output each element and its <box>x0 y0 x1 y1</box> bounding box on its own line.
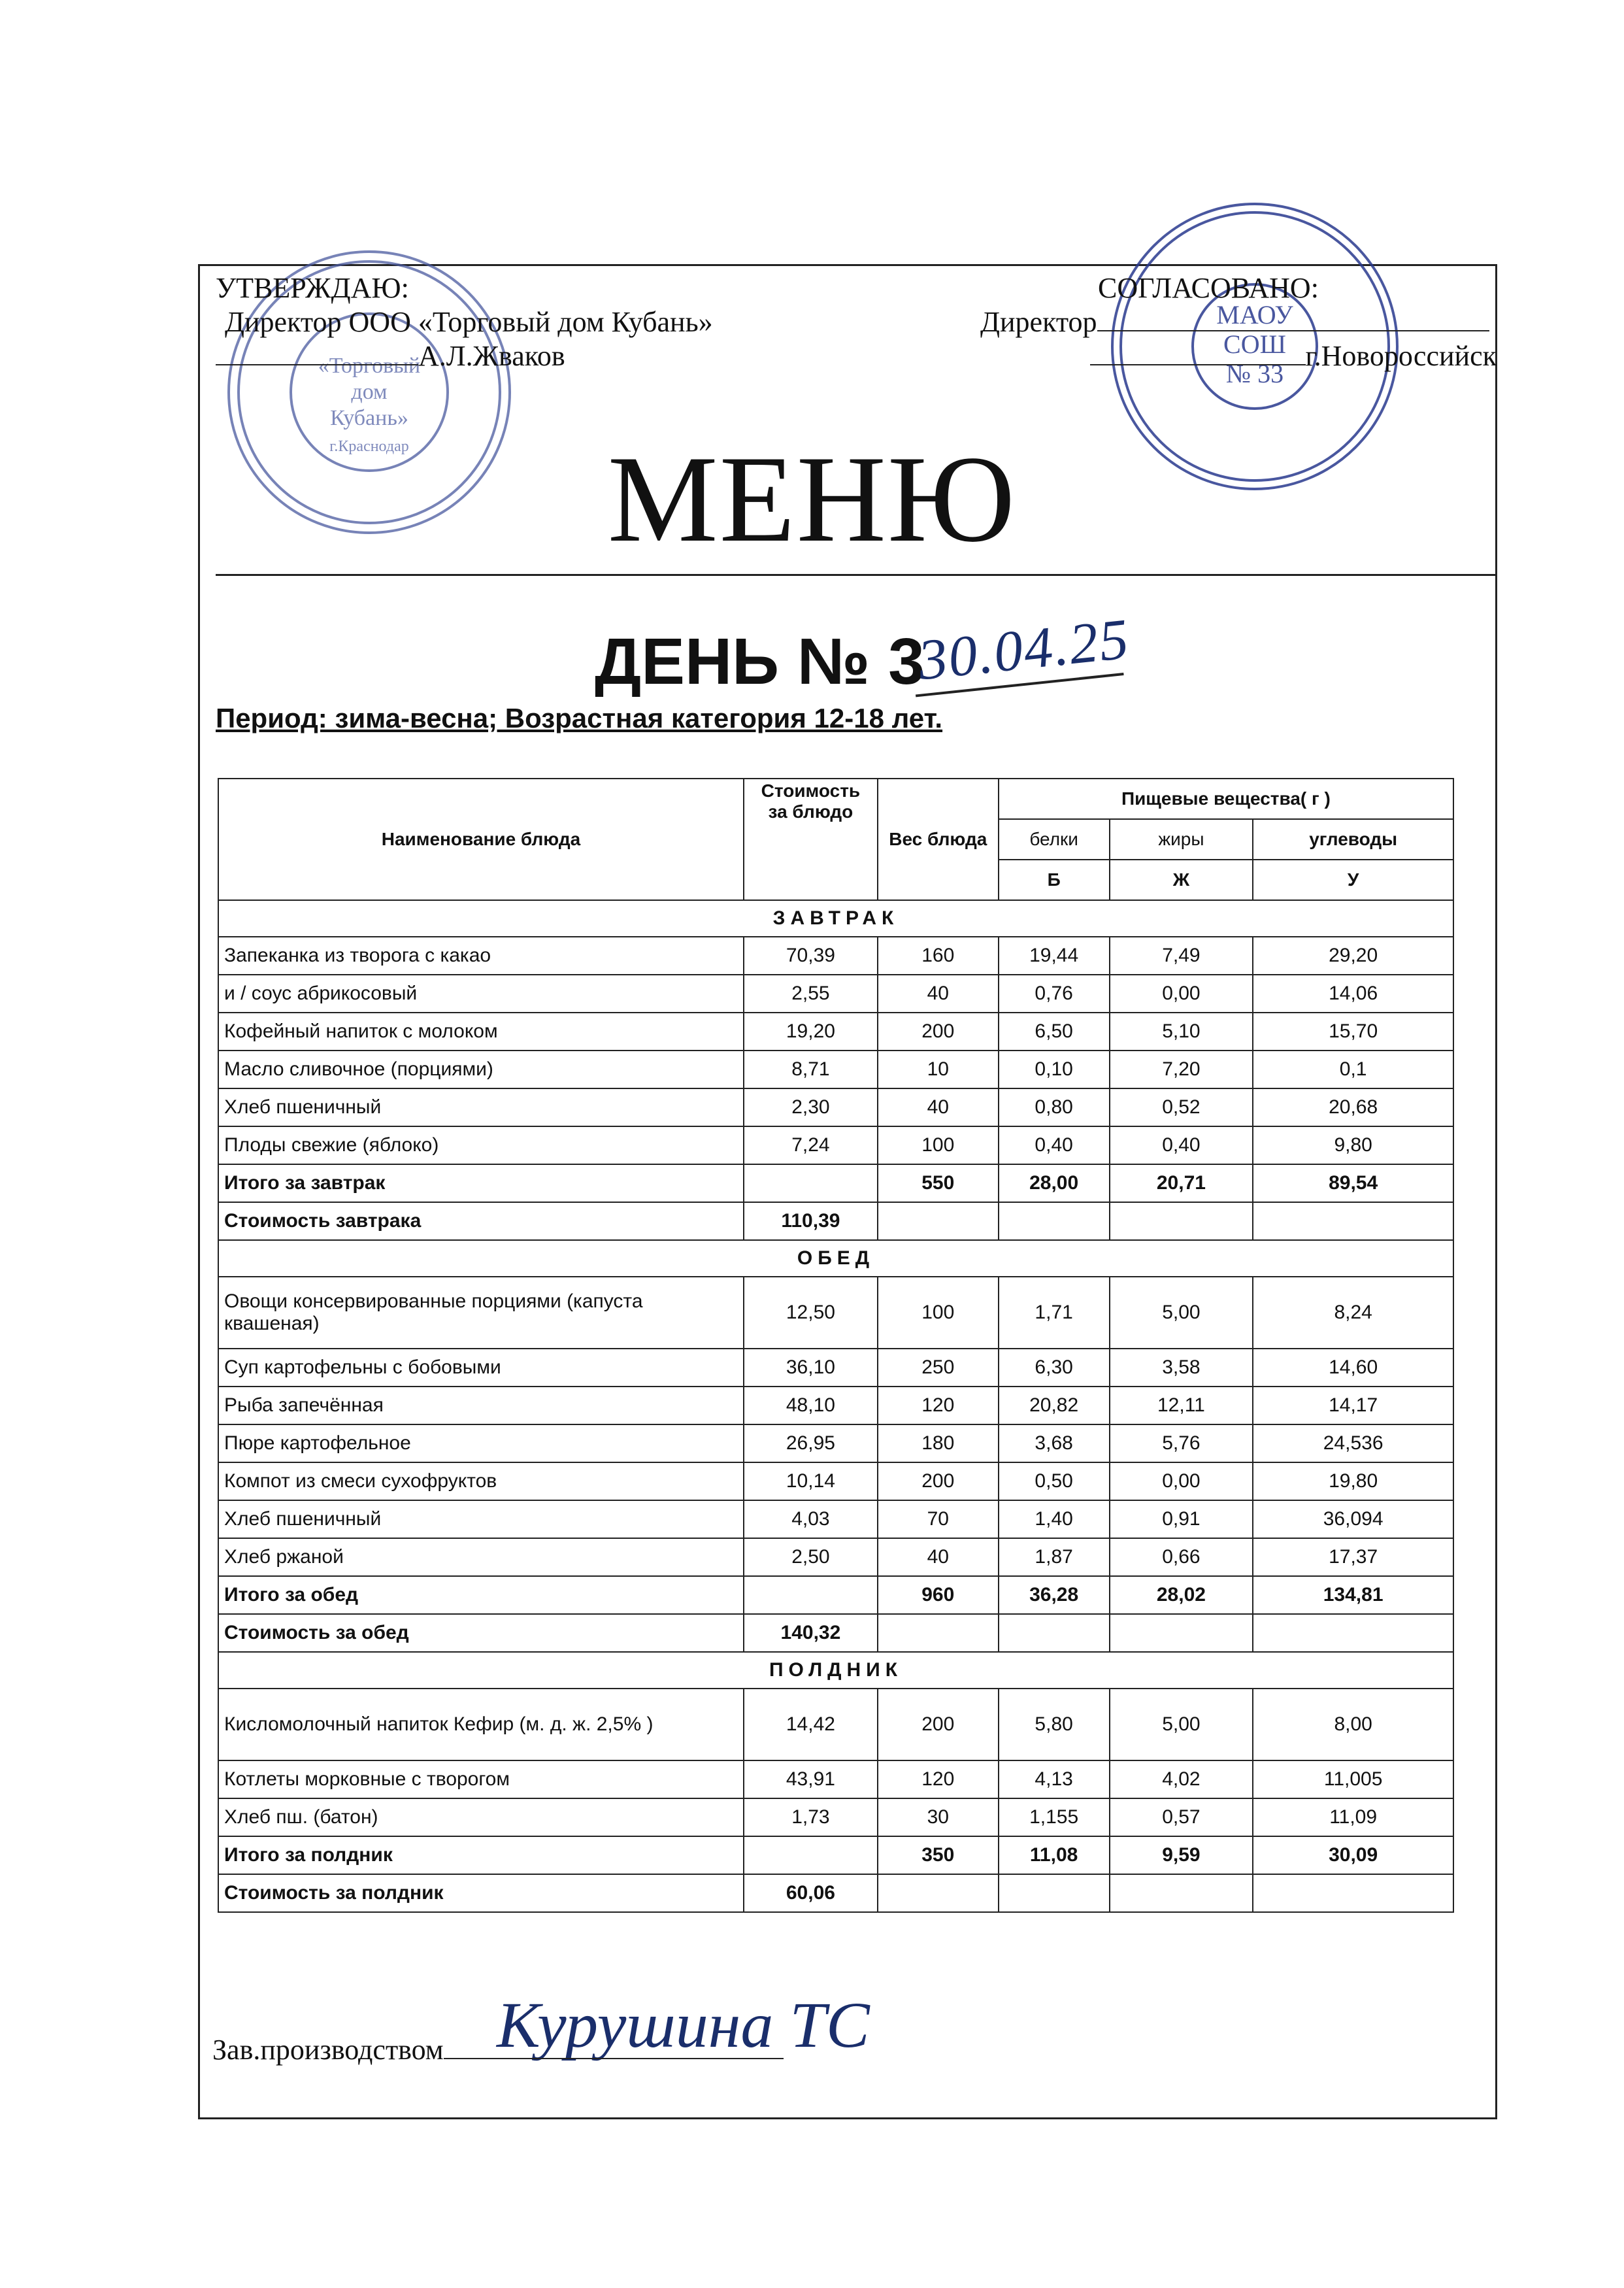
dish-c: 14,17 <box>1253 1387 1453 1424</box>
price-row <box>218 1614 1453 1652</box>
section-title: ЗАВТРАК <box>218 900 1453 937</box>
dish-name: Котлеты морковные с творогом <box>218 1760 744 1798</box>
price-empty <box>878 1874 999 1912</box>
total-cost <box>744 1164 878 1202</box>
total-label: Итого за полдник <box>218 1836 744 1874</box>
dish-weight: 120 <box>878 1387 999 1424</box>
dish-cost: 2,30 <box>744 1088 878 1126</box>
dish-weight: 160 <box>878 937 999 975</box>
dish-cost: 36,10 <box>744 1349 878 1387</box>
dish-cost: 2,50 <box>744 1538 878 1576</box>
svg-text:№ 33: № 33 <box>1225 359 1284 388</box>
dish-name: Рыба запечённая <box>218 1387 744 1424</box>
dish-c: 24,536 <box>1253 1424 1453 1462</box>
svg-text:«Торговый: «Торговый <box>318 354 421 378</box>
total-p: 28,00 <box>999 1164 1110 1202</box>
dish-p: 6,30 <box>999 1349 1110 1387</box>
table-row <box>218 1760 1453 1798</box>
price-empty <box>999 1614 1110 1652</box>
dish-f: 0,66 <box>1110 1538 1253 1576</box>
dish-name: Овощи консервированные порциями (капуста квашеная) <box>218 1277 744 1349</box>
price-empty <box>999 1874 1110 1912</box>
section-row <box>218 1240 1453 1277</box>
dish-weight: 40 <box>878 1538 999 1576</box>
dish-f: 0,57 <box>1110 1798 1253 1836</box>
price-empty <box>1110 1614 1253 1652</box>
price-label: Стоимость завтрака <box>218 1202 744 1240</box>
header-nutrients: Пищевые вещества( г ) <box>999 779 1453 819</box>
table-row <box>218 1013 1453 1051</box>
approve-title: УТВЕРЖДАЮ: <box>216 272 409 304</box>
section-title: ПОЛДНИК <box>218 1652 1453 1689</box>
dish-weight: 10 <box>878 1051 999 1088</box>
total-c: 89,54 <box>1253 1164 1453 1202</box>
table-row <box>218 1424 1453 1462</box>
approve-name: А.Л.Жваков <box>418 339 565 372</box>
price-value: 140,32 <box>744 1614 878 1652</box>
dish-name: Компот из смеси сухофруктов <box>218 1462 744 1500</box>
price-empty <box>1110 1202 1253 1240</box>
dish-weight: 30 <box>878 1798 999 1836</box>
table-row <box>218 1051 1453 1088</box>
table-row <box>218 1088 1453 1126</box>
dish-name: Хлеб пшеничный <box>218 1500 744 1538</box>
dish-weight: 250 <box>878 1349 999 1387</box>
dish-p: 19,44 <box>999 937 1110 975</box>
dish-c: 36,094 <box>1253 1500 1453 1538</box>
header-fat-short: Ж <box>1110 860 1253 900</box>
svg-text:СОШ: СОШ <box>1223 329 1286 359</box>
dish-name: и / соус абрикосовый <box>218 975 744 1013</box>
price-label: Стоимость за полдник <box>218 1874 744 1912</box>
dish-name: Кофейный напиток с молоком <box>218 1013 744 1051</box>
total-p: 36,28 <box>999 1576 1110 1614</box>
dish-cost: 12,50 <box>744 1277 878 1349</box>
dish-name: Запеканка из творога с какао <box>218 937 744 975</box>
table-row <box>218 1798 1453 1836</box>
agree-position: Директор <box>980 305 1097 338</box>
section-title: ОБЕД <box>218 1240 1453 1277</box>
dish-cost: 8,71 <box>744 1051 878 1088</box>
approve-block <box>216 271 713 373</box>
footer <box>212 2033 784 2066</box>
table-row <box>218 1462 1453 1500</box>
total-weight: 350 <box>878 1836 999 1874</box>
dish-f: 4,02 <box>1110 1760 1253 1798</box>
dish-p: 3,68 <box>999 1424 1110 1462</box>
total-f: 20,71 <box>1110 1164 1253 1202</box>
dish-c: 8,00 <box>1253 1689 1453 1760</box>
dish-p: 6,50 <box>999 1013 1110 1051</box>
header-carbs-short: У <box>1253 860 1453 900</box>
price-value: 110,39 <box>744 1202 878 1240</box>
svg-text:Кубань»: Кубань» <box>330 406 408 430</box>
dish-cost: 7,24 <box>744 1126 878 1164</box>
total-label: Итого за завтрак <box>218 1164 744 1202</box>
agree-city: г.Новороссийск <box>1305 339 1497 372</box>
total-c: 30,09 <box>1253 1836 1453 1874</box>
dish-weight: 200 <box>878 1013 999 1051</box>
dish-c: 15,70 <box>1253 1013 1453 1051</box>
price-empty <box>1253 1874 1453 1912</box>
dish-f: 7,49 <box>1110 937 1253 975</box>
dish-weight: 40 <box>878 975 999 1013</box>
page-title: МЕНЮ <box>607 431 1017 568</box>
total-row <box>218 1836 1453 1874</box>
price-empty <box>999 1202 1110 1240</box>
header-protein: белки <box>999 819 1110 860</box>
price-empty <box>1253 1614 1453 1652</box>
dish-f: 0,00 <box>1110 975 1253 1013</box>
table-row <box>218 1126 1453 1164</box>
agree-signature-line <box>1097 330 1489 331</box>
dish-c: 11,005 <box>1253 1760 1453 1798</box>
price-empty <box>878 1202 999 1240</box>
dish-weight: 100 <box>878 1126 999 1164</box>
header-name: Наименование блюда <box>218 779 744 900</box>
dish-c: 11,09 <box>1253 1798 1453 1836</box>
price-empty <box>1110 1874 1253 1912</box>
svg-text:МАОУ: МАОУ <box>1216 300 1293 329</box>
dish-c: 20,68 <box>1253 1088 1453 1126</box>
dish-p: 20,82 <box>999 1387 1110 1424</box>
price-label: Стоимость за обед <box>218 1614 744 1652</box>
table-row <box>218 1349 1453 1387</box>
section-row <box>218 900 1453 937</box>
dish-name: Плоды свежие (яблоко) <box>218 1126 744 1164</box>
header-weight: Вес блюда <box>878 779 999 900</box>
dish-weight: 120 <box>878 1760 999 1798</box>
dish-p: 0,10 <box>999 1051 1110 1088</box>
table-row <box>218 1500 1453 1538</box>
period-line: Период: зима-весна; Возрастная категория 12-18 лет. <box>216 703 943 733</box>
total-weight: 550 <box>878 1164 999 1202</box>
dish-cost: 19,20 <box>744 1013 878 1051</box>
total-row <box>218 1576 1453 1614</box>
dish-name: Хлеб пшеничный <box>218 1088 744 1126</box>
agree-line-blank <box>1090 364 1306 365</box>
svg-text:г.Краснодар: г.Краснодар <box>329 438 409 455</box>
total-c: 134,81 <box>1253 1576 1453 1614</box>
header-carbs: углеводы <box>1253 819 1453 860</box>
section-row <box>218 1652 1453 1689</box>
dish-p: 4,13 <box>999 1760 1110 1798</box>
dish-c: 0,1 <box>1253 1051 1453 1088</box>
price-row <box>218 1874 1453 1912</box>
dish-c: 14,60 <box>1253 1349 1453 1387</box>
dish-name: Масло сливочное (порциями) <box>218 1051 744 1088</box>
dish-p: 0,76 <box>999 975 1110 1013</box>
dish-f: 7,20 <box>1110 1051 1253 1088</box>
total-cost <box>744 1836 878 1874</box>
table-row <box>218 1387 1453 1424</box>
total-cost <box>744 1576 878 1614</box>
dish-cost: 10,14 <box>744 1462 878 1500</box>
dish-f: 0,52 <box>1110 1088 1253 1126</box>
handwritten-signature: Курушина ТС <box>497 1989 870 2061</box>
header-fat: жиры <box>1110 819 1253 860</box>
table-row <box>218 1689 1453 1760</box>
dish-name: Суп картофельны с бобовыми <box>218 1349 744 1387</box>
dish-cost: 26,95 <box>744 1424 878 1462</box>
total-row <box>218 1164 1453 1202</box>
total-f: 9,59 <box>1110 1836 1253 1874</box>
total-p: 11,08 <box>999 1836 1110 1874</box>
dish-cost: 2,55 <box>744 975 878 1013</box>
dish-weight: 200 <box>878 1462 999 1500</box>
dish-cost: 4,03 <box>744 1500 878 1538</box>
dish-cost: 14,42 <box>744 1689 878 1760</box>
agree-title: СОГЛАСОВАНО: <box>1098 272 1319 304</box>
header-protein-short: Б <box>999 860 1110 900</box>
dish-weight: 40 <box>878 1088 999 1126</box>
dish-weight: 100 <box>878 1277 999 1349</box>
header-cost: Стоимость за блюдо <box>744 779 878 900</box>
footer-signature-line <box>444 2051 784 2059</box>
dish-f: 5,00 <box>1110 1277 1253 1349</box>
price-value: 60,06 <box>744 1874 878 1912</box>
price-empty <box>1253 1202 1453 1240</box>
agree-block <box>980 271 1497 373</box>
dish-name: Хлеб ржаной <box>218 1538 744 1576</box>
dish-f: 3,58 <box>1110 1349 1253 1387</box>
price-empty <box>878 1614 999 1652</box>
dish-f: 5,10 <box>1110 1013 1253 1051</box>
dish-cost: 43,91 <box>744 1760 878 1798</box>
dish-p: 1,71 <box>999 1277 1110 1349</box>
dish-f: 5,76 <box>1110 1424 1253 1462</box>
dish-cost: 48,10 <box>744 1387 878 1424</box>
dish-weight: 200 <box>878 1689 999 1760</box>
approve-position: Директор ООО «Торговый дом Кубань» <box>225 305 713 338</box>
dish-f: 12,11 <box>1110 1387 1253 1424</box>
dish-f: 0,40 <box>1110 1126 1253 1164</box>
table-row <box>218 975 1453 1013</box>
table-row <box>218 1538 1453 1576</box>
dish-f: 5,00 <box>1110 1689 1253 1760</box>
dish-c: 9,80 <box>1253 1126 1453 1164</box>
price-row <box>218 1202 1453 1240</box>
dish-p: 1,155 <box>999 1798 1110 1836</box>
table-row <box>218 1277 1453 1349</box>
dish-name: Кисломолочный напиток Кефир (м. д. ж. 2,5% ) <box>218 1689 744 1760</box>
dish-name: Хлеб пш. (батон) <box>218 1798 744 1836</box>
dish-f: 0,00 <box>1110 1462 1253 1500</box>
menu-body <box>218 900 1453 1912</box>
dish-p: 5,80 <box>999 1689 1110 1760</box>
dish-c: 14,06 <box>1253 975 1453 1013</box>
dish-p: 0,80 <box>999 1088 1110 1126</box>
table-row <box>218 937 1453 975</box>
dish-c: 19,80 <box>1253 1462 1453 1500</box>
dish-weight: 70 <box>878 1500 999 1538</box>
dish-p: 0,50 <box>999 1462 1110 1500</box>
dish-p: 1,87 <box>999 1538 1110 1576</box>
total-label: Итого за обед <box>218 1576 744 1614</box>
total-weight: 960 <box>878 1576 999 1614</box>
svg-text:дом: дом <box>351 380 388 404</box>
dish-f: 0,91 <box>1110 1500 1253 1538</box>
dish-cost: 70,39 <box>744 937 878 975</box>
dish-cost: 1,73 <box>744 1798 878 1836</box>
dish-weight: 180 <box>878 1424 999 1462</box>
dish-p: 0,40 <box>999 1126 1110 1164</box>
dish-p: 1,40 <box>999 1500 1110 1538</box>
total-f: 28,02 <box>1110 1576 1253 1614</box>
approve-signature-line <box>216 364 418 365</box>
dish-name: Пюре картофельное <box>218 1424 744 1462</box>
dish-c: 29,20 <box>1253 937 1453 975</box>
title-rule <box>216 574 1497 576</box>
day-date: 30.04.25 <box>908 607 1123 698</box>
dish-c: 8,24 <box>1253 1277 1453 1349</box>
day-label: ДЕНЬ № 3 <box>595 625 925 698</box>
menu-table <box>218 778 1454 1913</box>
dish-c: 17,37 <box>1253 1538 1453 1576</box>
footer-label: Зав.производством <box>212 2034 444 2066</box>
